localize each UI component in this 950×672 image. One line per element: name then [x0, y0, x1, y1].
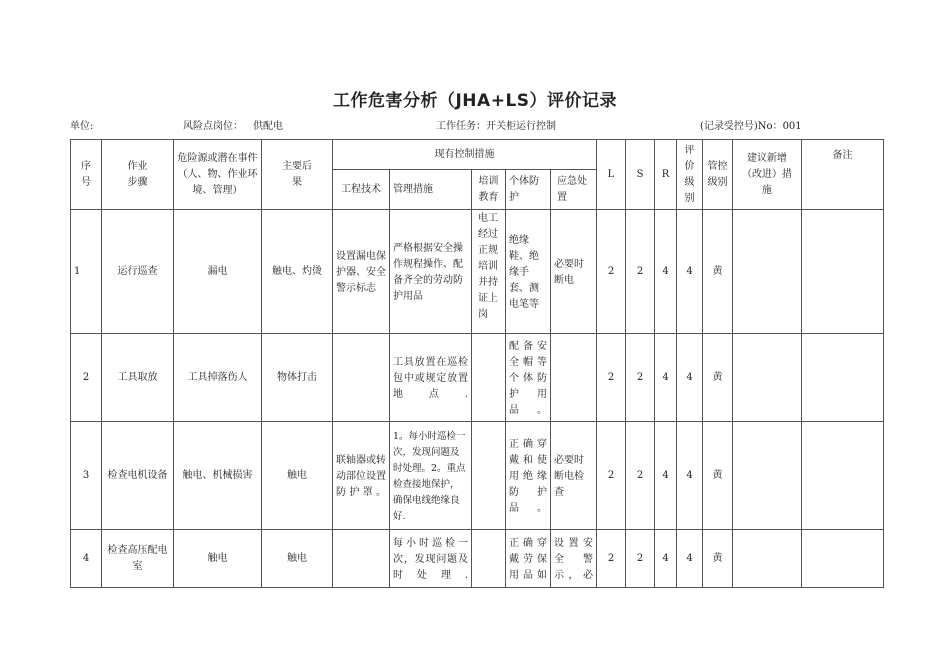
- cell-engineering: 设置漏电保护器、安全警示标志: [333, 210, 390, 334]
- cell-emergency: [551, 334, 597, 422]
- cell-hazard: 触电、机械损害: [174, 422, 262, 530]
- header-current-controls: 现有控制措施: [333, 140, 597, 170]
- cell-S: 2: [626, 334, 655, 422]
- header-control-level: 管控级别: [703, 140, 733, 210]
- cell-ppe: 正确穿戴和使用绝缘防护品。: [506, 422, 551, 530]
- cell-eval-level: 4: [677, 210, 703, 334]
- table-row: [71, 530, 884, 588]
- risk-post: [183, 117, 283, 132]
- cell-consequence: 触电: [262, 530, 333, 588]
- cell-training: [472, 334, 506, 422]
- cell-ppe: 配备安全帽等个体防护用品。: [506, 334, 551, 422]
- cell-training: 电工经过正规培训并持证上岗: [472, 210, 506, 334]
- header-hazard: 危险源或潜在事件（人、物、作业环境、管理）: [174, 140, 262, 210]
- record-number: (记录受控号)No：001: [700, 121, 802, 132]
- cell-suggestion: [733, 210, 802, 334]
- cell-hazard: 工具掉落伤人: [174, 334, 262, 422]
- cell-S: 2: [626, 530, 655, 588]
- cell-R: 4: [655, 210, 677, 334]
- cell-management: 工具放置在巡检包中或规定放置地点.: [390, 334, 472, 422]
- cell-control-level: 黄: [703, 334, 733, 422]
- unit-label: 单位:: [70, 121, 94, 132]
- cell-training: [472, 530, 506, 588]
- cell-management: 1。每小时巡检一次，发现问题及时处理。2。重点检查接地保护，确保电线绝缘良好.: [390, 422, 472, 530]
- work-task: [436, 117, 556, 132]
- cell-L: 2: [597, 422, 626, 530]
- cell-L: 2: [597, 334, 626, 422]
- cell-consequence: 触电、灼烫: [262, 210, 333, 334]
- cell-control-level: 黄: [703, 422, 733, 530]
- cell-emergency: 设置安全警示，必: [551, 530, 597, 588]
- cell-remarks: [802, 210, 884, 334]
- cell-S: 2: [626, 422, 655, 530]
- cell-remarks: [802, 530, 884, 588]
- cell-L: 2: [597, 530, 626, 588]
- header-S: S: [626, 140, 655, 210]
- cell-step: 工具取放: [102, 334, 174, 422]
- cell-control-level: 黄: [703, 530, 733, 588]
- cell-engineering: [333, 334, 390, 422]
- cell-L: 2: [597, 210, 626, 334]
- cell-consequence: 物体打击: [262, 334, 333, 422]
- cell-step: 检查电机设备: [102, 422, 174, 530]
- work-task-label: 工作任务：: [436, 121, 486, 132]
- header-emergency: 应急处置: [551, 170, 597, 210]
- cell-consequence: 触电: [262, 422, 333, 530]
- cell-emergency: 必要时断电: [551, 210, 597, 334]
- header-L: L: [597, 140, 626, 210]
- cell-ppe: 正确穿戴劳保用品如: [506, 530, 551, 588]
- header-remarks: 备注: [802, 140, 884, 210]
- cell-management: 每小时巡检一次，发现问题及时处理.: [390, 530, 472, 588]
- cell-suggestion: [733, 422, 802, 530]
- risk-post-label: 风险点岗位：: [183, 121, 243, 132]
- header-eval-level: 评价级别: [677, 140, 703, 210]
- cell-suggestion: [733, 334, 802, 422]
- header-management: 管理措施: [390, 170, 472, 210]
- cell-remarks: [802, 422, 884, 530]
- cell-engineering: [333, 530, 390, 588]
- cell-R: 4: [655, 530, 677, 588]
- cell-eval-level: 4: [677, 422, 703, 530]
- header-consequence: 主要后果: [262, 140, 333, 210]
- cell-hazard: 触电: [174, 530, 262, 588]
- jha-table: [70, 139, 884, 588]
- cell-training: [472, 422, 506, 530]
- work-task-value: 开关柜运行控制: [486, 121, 556, 132]
- cell-R: 4: [655, 334, 677, 422]
- cell-step: 检查高压配电室: [102, 530, 174, 588]
- header-R: R: [655, 140, 677, 210]
- cell-step: 运行巡查: [102, 210, 174, 334]
- cell-control-level: 黄: [703, 210, 733, 334]
- cell-seq: 2: [71, 334, 102, 422]
- header-training: 培训教育: [472, 170, 506, 210]
- table-row: [71, 422, 884, 530]
- cell-eval-level: 4: [677, 334, 703, 422]
- cell-S: 2: [626, 210, 655, 334]
- cell-seq: 4: [71, 530, 102, 588]
- header-row-1: [71, 140, 884, 170]
- cell-emergency: 必要时断电检查: [551, 422, 597, 530]
- header-engineering: 工程技术: [333, 170, 390, 210]
- header-suggestion: 建议新增（改进）措施: [733, 140, 802, 210]
- cell-eval-level: 4: [677, 530, 703, 588]
- cell-suggestion: [733, 530, 802, 588]
- cell-R: 4: [655, 422, 677, 530]
- cell-hazard: 漏电: [174, 210, 262, 334]
- header-seq: 序号: [71, 140, 102, 210]
- cell-ppe: 绝缘鞋、绝缘手套、测电笔等: [506, 210, 551, 334]
- header-ppe: 个体防护: [506, 170, 551, 210]
- table-row: [71, 210, 884, 334]
- table-row: [71, 334, 884, 422]
- header-step: 作业步骤: [102, 140, 174, 210]
- risk-post-value: 供配电: [253, 121, 283, 132]
- cell-engineering: 联轴器或转动部位设置防护罩。: [333, 422, 390, 530]
- cell-management: 严格根据安全操作规程操作、配备齐全的劳动防护用品: [390, 210, 472, 334]
- cell-seq: 1: [71, 210, 102, 334]
- cell-seq: 3: [71, 422, 102, 530]
- document-title: 工作危害分析（JHA+LS）评价记录: [332, 91, 618, 111]
- cell-remarks: [802, 334, 884, 422]
